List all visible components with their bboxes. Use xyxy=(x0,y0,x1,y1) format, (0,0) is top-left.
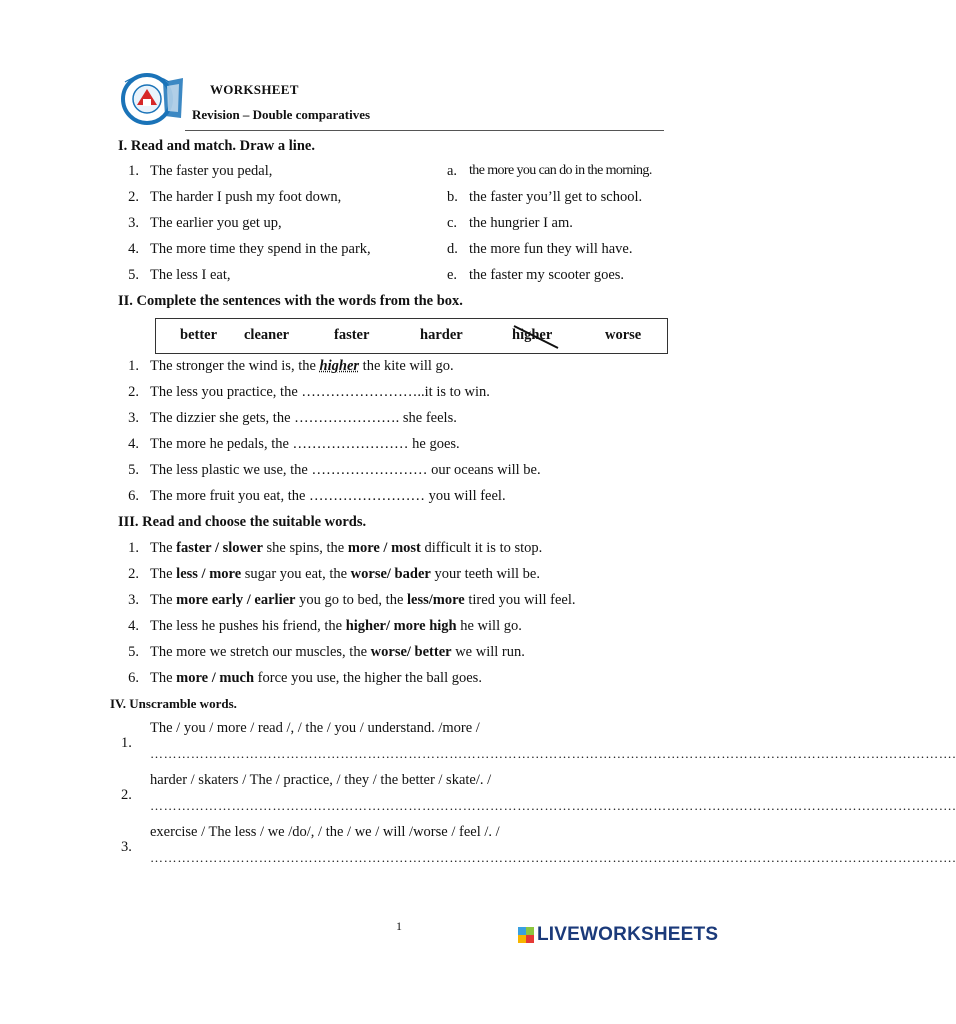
section4-heading: IV. Unscramble words. xyxy=(110,696,237,711)
match-left-number: 4. xyxy=(128,241,139,257)
complete-item[interactable]: The less plastic we use, the …………………… our oceans will be. xyxy=(150,462,541,478)
example-answer: higher xyxy=(319,358,360,374)
choice-options[interactable]: more early / earlier xyxy=(176,592,296,608)
box-word: harder xyxy=(420,327,463,343)
school-logo xyxy=(117,72,185,126)
complete-item-number: 1. xyxy=(128,358,139,374)
box-word: better xyxy=(180,327,218,343)
match-right-item: the hungrier I am. xyxy=(469,215,573,231)
header-divider xyxy=(185,130,664,131)
match-right-letter: c. xyxy=(447,215,458,231)
match-right-letter: e. xyxy=(447,267,458,283)
answer-line[interactable]: ……………………………………………………………………………………………………………………………………………………………. xyxy=(150,746,956,761)
choose-item xyxy=(150,540,542,557)
choose-item-number: 5. xyxy=(128,644,139,660)
match-right-item: the more you can do in the morning. xyxy=(469,163,652,178)
choose-item-text: you go to bed, the xyxy=(295,592,408,608)
choice-options[interactable]: more / most xyxy=(347,540,421,556)
choose-item xyxy=(150,592,575,609)
choose-item xyxy=(150,670,482,687)
worksheet-title: WORKSHEET xyxy=(210,82,299,97)
box-word: cleaner xyxy=(244,327,290,343)
complete-item[interactable]: The less you practice, the ……………………..it is to win. xyxy=(150,384,490,400)
choose-item xyxy=(150,618,522,635)
choose-item-text: The more we stretch our muscles, the xyxy=(150,644,371,660)
choose-item-number: 1. xyxy=(128,540,139,556)
match-right-item: the faster you’ll get to school. xyxy=(469,189,643,205)
choose-item-text: he will go. xyxy=(456,618,522,634)
complete-item-text-end: the kite will go. xyxy=(359,358,454,374)
complete-item xyxy=(150,358,454,375)
choice-options[interactable]: worse/ better xyxy=(370,644,452,660)
choice-options[interactable]: faster / slower xyxy=(176,540,263,556)
choice-options[interactable]: worse/ bader xyxy=(350,566,431,582)
unscramble-number: 1. xyxy=(121,735,132,751)
complete-item-number: 3. xyxy=(128,410,139,426)
complete-item-number: 5. xyxy=(128,462,139,478)
choose-item-text: we will run. xyxy=(451,644,525,660)
choice-options[interactable]: less/more xyxy=(407,592,465,608)
match-right-item: the more fun they will have. xyxy=(469,241,633,257)
answer-line[interactable]: ……………………………………………………………………………………………………………………………………………………………. xyxy=(150,798,956,813)
match-left-number: 1. xyxy=(128,163,139,179)
choice-options[interactable]: higher/ more high xyxy=(345,618,457,634)
complete-item-number: 4. xyxy=(128,436,139,452)
complete-item[interactable]: The more he pedals, the …………………… he goes. xyxy=(150,436,460,452)
complete-item-number: 6. xyxy=(128,488,139,504)
match-left-number: 2. xyxy=(128,189,139,205)
unscramble-number: 3. xyxy=(121,839,132,855)
match-right-letter: d. xyxy=(447,241,458,257)
match-right-item: the faster my scooter goes. xyxy=(469,267,625,283)
match-left-item: The harder I push my foot down, xyxy=(150,189,342,205)
page-number: 1 xyxy=(396,919,402,933)
match-left-item: The earlier you get up, xyxy=(150,215,282,231)
choose-item-text: The xyxy=(150,670,177,686)
choose-item-number: 3. xyxy=(128,592,139,608)
word-box xyxy=(155,318,668,354)
unscramble-number: 2. xyxy=(121,787,132,803)
unscramble-prompt: The / you / more / read /, / the / you / understand. /more / xyxy=(150,720,480,736)
choose-item-text: The xyxy=(150,592,177,608)
choose-item-text: your teeth will be. xyxy=(430,566,540,582)
answer-line[interactable]: ……………………………………………………………………………………………………………………………………………………………. xyxy=(150,850,956,865)
match-left-number: 3. xyxy=(128,215,139,231)
match-right-letter: a. xyxy=(447,163,458,179)
box-word: faster xyxy=(334,327,370,343)
complete-item-text: The stronger the wind is, the xyxy=(150,358,320,374)
liveworksheets-icon xyxy=(518,927,534,943)
box-word-crossed: higher xyxy=(512,327,553,343)
choose-item-text: she spins, the xyxy=(262,540,348,556)
complete-item-number: 2. xyxy=(128,384,139,400)
match-left-item: The more time they spend in the park, xyxy=(150,241,371,257)
choose-item-number: 6. xyxy=(128,670,139,686)
choose-item-text: difficult it is to stop. xyxy=(420,540,543,556)
match-left-item: The less I eat, xyxy=(150,267,231,283)
section3-heading: III. Read and choose the suitable words. xyxy=(118,514,367,530)
choose-item-text: tired you will feel. xyxy=(464,592,576,608)
choose-item xyxy=(150,644,525,661)
choose-item-number: 4. xyxy=(128,618,139,634)
complete-item[interactable]: The dizzier she gets, the …………………. she feels. xyxy=(150,410,457,426)
complete-item[interactable]: The more fruit you eat, the …………………… you will feel. xyxy=(150,488,506,504)
section2-heading: II. Complete the sentences with the words from the box. xyxy=(118,293,463,309)
brand-name: LIVEWORKSHEETS xyxy=(537,924,719,945)
unscramble-prompt: exercise / The less / we /do/, / the / we / will /worse / feel /. / xyxy=(150,824,500,840)
choose-item-number: 2. xyxy=(128,566,139,582)
match-left-item: The faster you pedal, xyxy=(150,163,273,179)
choice-options[interactable]: less / more xyxy=(176,566,242,582)
liveworksheets-logo xyxy=(518,924,718,946)
choice-options[interactable]: more / much xyxy=(176,670,255,686)
worksheet-subtitle: Revision – Double comparatives xyxy=(192,107,371,122)
section1-heading: I. Read and match. Draw a line. xyxy=(118,138,315,154)
choose-item-text: sugar you eat, the xyxy=(241,566,351,582)
match-left-number: 5. xyxy=(128,267,139,283)
choose-item xyxy=(150,566,540,583)
choose-item-text: The xyxy=(150,540,177,556)
unscramble-prompt: harder / skaters / The / practice, / they / the better / skate/. / xyxy=(150,772,492,788)
choose-item-text: The xyxy=(150,566,177,582)
choose-item-text: The less he pushes his friend, the xyxy=(150,618,346,634)
choose-item-text: force you use, the higher the ball goes. xyxy=(254,670,482,686)
box-word: worse xyxy=(605,327,642,343)
crossed-out-mark xyxy=(510,324,562,350)
match-right-letter: b. xyxy=(447,189,458,205)
